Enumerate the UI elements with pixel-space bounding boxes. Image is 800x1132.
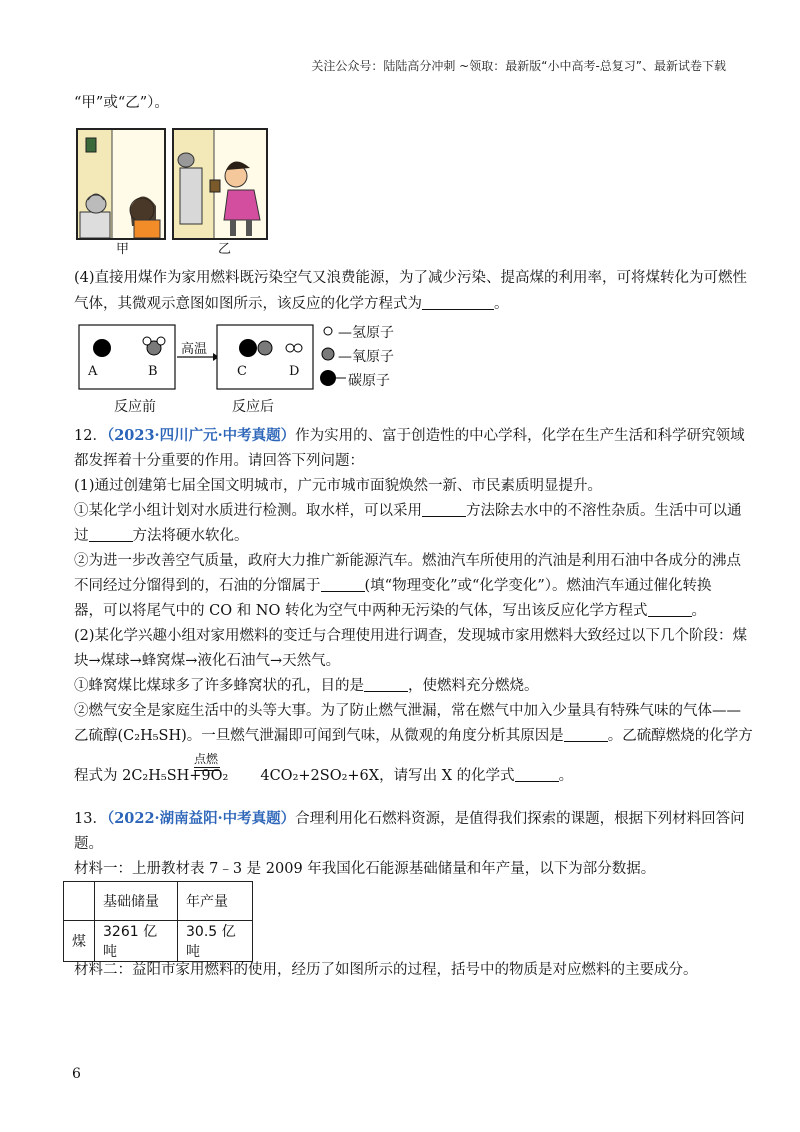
question-source: （2023·四川广元·中考真题） — [106, 427, 296, 444]
carbon-atom — [93, 339, 111, 357]
arrow-label: 高温 — [181, 342, 208, 357]
text-fragment: 作为实用的、富于创造性的中心学科，化学在生产生活和科学研究领域 — [295, 428, 745, 444]
text-fragment: 。 — [691, 603, 706, 619]
text-fragment: 方法除去水中的不溶性杂质。生活中可以通 — [466, 503, 742, 519]
hydrogen-atom — [294, 344, 302, 352]
table-header-cell — [64, 882, 95, 921]
table-row — [64, 882, 253, 921]
text-fragment: ，使燃料充分燃烧。 — [408, 678, 539, 694]
question-number: 13． — [74, 811, 107, 827]
answer-blank[interactable] — [364, 677, 408, 692]
legend-oxygen: —氧原子 — [338, 349, 394, 365]
question-4-line-2 — [74, 294, 509, 314]
legend-hydrogen: —氢原子 — [338, 325, 394, 341]
answer-blank[interactable] — [89, 527, 133, 542]
label-B: B — [148, 364, 158, 379]
material-2: 材料二：益阳市家用燃料的使用，经历了如图所示的过程，括号中的物质是对应燃料的主要成分。 — [74, 962, 698, 978]
answer-blank[interactable] — [648, 602, 692, 617]
text-fragment: 器，可以将尾气中的 CO 和 NO 转化为空气中两种无污染的气体，写出该反应化学方程式 — [74, 603, 648, 619]
question-12-line-12: ②燃气安全是家庭生活中的头等大事。为了防止燃气泄漏，常在燃气中加入少量具有特殊气味的气体—— — [74, 703, 741, 719]
reserves-table — [63, 881, 253, 962]
text-fragment: 。 — [494, 296, 509, 312]
table-row — [64, 921, 253, 962]
table-cell: 煤 — [64, 921, 95, 962]
picture-jia-drawing — [78, 130, 164, 238]
text-fragment: 合理利用化石燃料资源，是值得我们探索的课题，根据下列材料回答问 — [295, 811, 745, 827]
text-fragment: (填“物理变化”或“化学变化”）。燃油汽车通过催化转换 — [364, 578, 712, 594]
question-12-line-7 — [74, 576, 712, 596]
table-cell: 30.5 亿吨 — [178, 921, 253, 962]
hydrogen-atom — [143, 337, 151, 345]
oxygen-atom — [258, 341, 272, 355]
label-D: D — [289, 364, 300, 379]
picture-yi — [172, 128, 268, 240]
question-12-line-9: (2)某化学兴趣小组对家用燃料的变迁与合理使用进行调查，发现城市家用燃料大致经过以下几个阶段：煤 — [74, 628, 748, 644]
answer-blank[interactable] — [515, 767, 559, 782]
answer-blank[interactable] — [564, 727, 608, 742]
before-box — [79, 325, 175, 389]
question-12-line-6: ②为进一步改善空气质量，政府大力推广新能源汽车。燃油汽车所使用的汽油是利用石油中各成分的沸点 — [74, 553, 741, 569]
text-fragment: 程式为 2C₂H₅SH+9O₂ — [74, 768, 229, 784]
picture-yi-drawing — [174, 130, 266, 238]
page-header: 关注公众号：陆陆高分冲刺 ~领取：最新版“小中高考-总复习”、最新试卷下载 — [311, 59, 726, 73]
question-12-line-11 — [74, 676, 539, 696]
text-fragment: 4CO₂+2SO₂+6X，请写出 X 的化学式 — [260, 768, 515, 784]
carbon-atom — [239, 339, 257, 357]
question-12-line-4 — [74, 501, 742, 521]
question-12-line-1 — [74, 426, 745, 446]
question-12-line-10: 块→煤球→蜂窝煤→液化石油气→天然气。 — [74, 653, 341, 669]
after-box — [217, 325, 313, 389]
question-number: 12． — [74, 428, 107, 444]
text-fragment: 不同经过分馏得到的，石油的分馏属于 — [74, 578, 321, 594]
condition-label: 点燃 — [194, 752, 219, 766]
legend-hydrogen-icon — [324, 327, 332, 335]
label-A: A — [88, 364, 98, 379]
text-fragment: ①蜂窝煤比煤球多了许多蜂窝状的孔，目的是 — [74, 678, 364, 694]
question-12-line-8 — [74, 601, 706, 621]
table-cell: 3261 亿吨 — [95, 921, 178, 962]
question-13-line-2: 题。 — [74, 836, 103, 852]
page-number: 6 — [72, 1066, 81, 1082]
legend-carbon: 碳原子 — [348, 373, 390, 389]
legend-carbon-icon — [320, 370, 336, 386]
question-4-line-1: (4)直接用煤作为家用燃料既污染空气又浪费能源，为了减少污染、提高煤的利用率，可将煤转化为可燃性 — [74, 270, 748, 286]
question-source: （2022·湖南益阳·中考真题） — [106, 810, 296, 827]
answer-blank[interactable] — [422, 502, 466, 517]
question-12-line-5 — [74, 526, 249, 546]
text-fragment: 。 — [558, 768, 574, 784]
picture-jia — [76, 128, 166, 240]
answer-blank[interactable] — [321, 577, 365, 592]
caption-before: 反应前 — [114, 399, 156, 415]
label-yi: 乙 — [218, 242, 232, 257]
legend-oxygen-icon — [322, 348, 334, 360]
question-12-line-14 — [74, 766, 573, 786]
caption-after: 反应后 — [232, 399, 274, 415]
label-jia: 甲 — [116, 242, 130, 257]
text-line: “甲”或“乙”）。 — [74, 95, 169, 111]
material-1: 材料一：上册教材表 7﹣3 是 2009 年我国化石能源基础储量和年产量，以下为部分数据。 — [74, 861, 656, 877]
label-C: C — [237, 364, 247, 379]
table-header-cell: 年产量 — [178, 882, 253, 921]
text-fragment: 乙硫醇(C₂H₅SH)。一旦燃气泄漏即可闻到气味，从微观的角度分析其原因是 — [74, 728, 564, 744]
text-fragment: 。乙硫醇燃烧的化学方 — [607, 728, 753, 744]
question-12-line-2: 都发挥着十分重要的作用。请回答下列问题： — [74, 453, 364, 469]
text-fragment: ①某化学小组计划对水质进行检测。取水样，可以采用 — [74, 503, 422, 519]
hydrogen-atom — [157, 337, 165, 345]
question-13-line-1 — [74, 809, 745, 829]
question-12-line-3: (1)通过创建第七届全国文明城市，广元市城市面貌焕然一新、市民素质明显提升。 — [74, 478, 603, 494]
table-header-cell: 基础储量 — [95, 882, 178, 921]
text-fragment: 过 — [74, 528, 89, 544]
answer-blank[interactable] — [422, 295, 494, 310]
text-fragment: 方法将硬水软化。 — [132, 528, 249, 544]
question-12-line-13 — [74, 726, 753, 746]
text-fragment: 气体，其微观示意图如图所示，该反应的化学方程式为 — [74, 296, 422, 312]
hydrogen-atom — [286, 344, 294, 352]
